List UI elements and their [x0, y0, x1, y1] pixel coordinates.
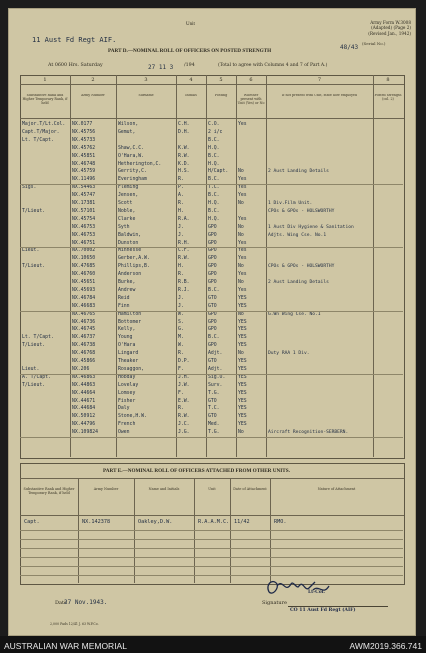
- row-note: G.Wn Wing Cse. No.1: [268, 311, 321, 317]
- row-posting: T.G.: [208, 430, 220, 436]
- column-header: If not present with Unit, state how employed: [281, 94, 357, 97]
- row-initials: K.D.: [178, 161, 190, 167]
- row-initials: P.: [178, 185, 184, 191]
- row-initials: C.H.: [178, 122, 190, 127]
- row-posting: T.C.: [208, 185, 220, 191]
- row-posting: B.C.: [208, 177, 220, 183]
- column-header: Substantive Rank and Higher Temporary Rank, if held: [22, 94, 68, 105]
- row-rank: T/Lieut.: [22, 208, 46, 214]
- row-present: No: [238, 201, 244, 206]
- part-e-title: PART E.—NOMINAL ROLL OF OFFICERS ATTACHED FROM OTHER UNITS.: [103, 468, 290, 474]
- row-posting: GPO: [208, 343, 217, 349]
- row-posting: H/Capt.: [208, 169, 229, 175]
- row-posting: B.C.: [208, 335, 220, 341]
- row-num: NX.45733: [72, 137, 96, 143]
- row-posting: Adjt.: [208, 366, 223, 372]
- row-posting: H.Q.: [208, 201, 220, 206]
- row-present: Yes: [238, 256, 247, 262]
- row-surname: Baldwin,: [118, 232, 142, 238]
- row-initials: R.W.: [178, 256, 190, 262]
- row-posting: B.C.: [208, 137, 220, 143]
- column-rule: [266, 75, 267, 457]
- row-num: NX.46784: [72, 295, 96, 301]
- row-num: NX.45693: [72, 287, 96, 293]
- part-e-row-unit: R.A.A.M.C.: [198, 519, 230, 525]
- row-surname: Rosaggon,: [118, 366, 144, 372]
- row-present: YES: [238, 303, 247, 309]
- part-e-column-header: Substantive Rank and Higher Temporary Rank, if held: [23, 487, 75, 495]
- row-present: YES: [238, 295, 247, 301]
- part-e-row-num: NX.142378: [82, 519, 111, 525]
- row-rank: T/Lieut.: [22, 264, 46, 270]
- row-posting: GPO: [208, 240, 217, 246]
- row-present: No: [238, 351, 244, 357]
- total-note: (Total to agree with Columns 4 and 7 of Part A.): [218, 63, 328, 68]
- row-note: 1 Aust Div Hygiene & Sanitation: [268, 224, 354, 230]
- row-surname: Hobday: [118, 374, 136, 380]
- row-rank: Lieut.: [22, 366, 40, 372]
- row-initials: A.: [178, 193, 184, 199]
- row-present: No: [238, 169, 244, 175]
- row-posting: GPO: [208, 232, 217, 238]
- row-surname: Fisher: [118, 398, 136, 404]
- row-posting: 2 i/c: [208, 129, 223, 135]
- row-num: NX.206: [72, 366, 90, 372]
- row-num: NX.46751: [72, 240, 96, 246]
- row-initials: W.: [178, 343, 184, 349]
- row-posting: GPO: [208, 311, 217, 317]
- row-present: No: [238, 232, 244, 238]
- row-initials: J.H.: [178, 374, 190, 380]
- part-e-blank-line: [20, 566, 403, 567]
- print-note: 2,000 Pads 12/41 J. 63 W.P.Co.: [50, 622, 99, 626]
- row-num: NX.44863: [72, 382, 96, 388]
- row-initials: F.: [178, 390, 184, 396]
- row-initials: H.: [178, 264, 184, 270]
- part-e-column-header: Unit: [208, 487, 216, 491]
- row-num: NX.45759: [72, 169, 96, 175]
- row-present: No: [238, 280, 244, 285]
- row-posting: B.C.: [208, 193, 220, 199]
- row-initials: R.: [178, 406, 184, 412]
- row-note: 2 Aust Landing Details: [268, 280, 329, 285]
- row-initials: R.J.: [178, 287, 190, 293]
- row-num: NX.46683: [72, 303, 96, 309]
- row-initials: D.P.: [178, 359, 190, 364]
- row-num: NX.46736: [72, 319, 96, 325]
- row-initials: H.: [178, 208, 184, 214]
- row-rank: Major.T/Lt.Col.: [22, 122, 66, 127]
- row-surname: Lovelay: [118, 382, 139, 388]
- row-initials: G.: [178, 327, 184, 333]
- row-initials: M.: [178, 335, 184, 341]
- row-surname: Burke,: [118, 280, 136, 285]
- row-posting: T.C.: [208, 406, 220, 412]
- row-surname: Hetherington,C.: [118, 161, 162, 167]
- row-posting: GTO: [208, 295, 217, 301]
- signature-line: [288, 606, 388, 607]
- row-surname: Finn: [118, 303, 130, 309]
- row-initials: F.: [178, 366, 184, 372]
- at-label: At 0600 Hrs. Saturday: [48, 63, 103, 68]
- row-present: YES: [238, 390, 247, 396]
- column-number: 1: [43, 77, 47, 83]
- row-num: NX.45747: [72, 193, 96, 199]
- row-present: Yes: [238, 122, 247, 127]
- row-posting: H.Q.: [208, 216, 220, 222]
- row-surname: Gerrity,C.: [118, 169, 147, 175]
- at-date: 27 11 3: [148, 64, 174, 71]
- row-note: Adjts. Wing Cse. No.1: [268, 232, 327, 238]
- row-group-rule: [20, 247, 403, 248]
- row-num: NX.0177: [72, 122, 93, 127]
- part-e-column-header: Date of Attachment: [233, 487, 267, 491]
- row-num: NX.47685: [72, 264, 96, 270]
- row-num: NX.46753: [72, 224, 96, 230]
- row-surname: O'Hara,W.: [118, 153, 144, 159]
- row-present: YES: [238, 319, 247, 325]
- part-e-column-header: Nature of Attachment: [317, 487, 356, 491]
- row-num: NX.50912: [72, 414, 96, 420]
- row-rank: T/Lieut.: [22, 343, 46, 349]
- row-posting: B.C.: [208, 287, 220, 293]
- col-number-rule: [20, 84, 404, 85]
- row-num: NX.46768: [72, 351, 96, 357]
- row-posting: GTO: [208, 303, 217, 309]
- row-surname: Lingard: [118, 351, 139, 357]
- column-number: 5: [219, 77, 223, 83]
- row-num: NX.46753: [72, 232, 96, 238]
- column-number: 6: [249, 77, 253, 83]
- row-posting: Sig.O.: [208, 374, 226, 380]
- stamp-unit: CO 11 Aust Fd Regt (AIF): [290, 608, 356, 613]
- row-num: NX.109824: [72, 430, 98, 436]
- row-surname: Everingham: [118, 177, 147, 183]
- row-posting: C.O.: [208, 122, 220, 127]
- row-initials: K.W.: [178, 145, 190, 151]
- row-rank: A. T/Capt.: [22, 374, 51, 380]
- part-e-blank-line: [20, 575, 403, 576]
- row-rank: Capt.T/Major.: [22, 129, 60, 135]
- date-value: 27 Nov.1943.: [64, 599, 108, 606]
- row-surname: French: [118, 422, 136, 428]
- row-surname: Stone,H.W.: [118, 414, 147, 420]
- row-surname: Theaker: [118, 359, 139, 364]
- row-initials: E.W.: [178, 398, 190, 404]
- row-num: NX.45756: [72, 129, 96, 135]
- row-rank: T/Lieut.: [22, 382, 46, 388]
- row-posting: GPO: [208, 272, 217, 278]
- row-surname: Andrew: [118, 287, 136, 293]
- form-page: [8, 8, 416, 636]
- column-rule: [206, 75, 207, 457]
- row-present: Yes: [238, 240, 247, 246]
- row-surname: Phillips,B.: [118, 264, 150, 270]
- row-present: YES: [238, 398, 247, 404]
- row-note: CPOs & GPOs - HOLSWORTHY: [268, 208, 335, 214]
- row-posting: GPO: [208, 319, 217, 325]
- archive-id: AWM2019.366.741: [349, 641, 422, 651]
- row-initials: S.: [178, 319, 184, 325]
- row-present: Yes: [238, 272, 247, 278]
- row-present: YES: [238, 366, 247, 372]
- part-e-row-rank: Capt.: [24, 519, 40, 525]
- row-present: YES: [238, 335, 247, 341]
- row-group-rule: [20, 437, 403, 438]
- row-present: No: [238, 430, 244, 436]
- row-posting: H.Q.: [208, 145, 220, 151]
- row-posting: GTO: [208, 414, 217, 420]
- row-rank: Sigs.: [22, 185, 37, 191]
- row-present: YES: [238, 327, 247, 333]
- part-e-column-header: Army Number: [93, 487, 119, 491]
- row-posting: GPO: [208, 264, 217, 270]
- column-header: Surname: [138, 94, 154, 97]
- row-posting: Surv.: [208, 382, 223, 388]
- row-present: YES: [238, 422, 247, 428]
- row-surname: Syth: [118, 224, 130, 230]
- row-num: NX.45851: [72, 153, 96, 159]
- row-surname: Noble,: [118, 208, 136, 214]
- part-e-blank-line: [20, 548, 403, 549]
- row-present: No: [238, 311, 244, 317]
- row-num: NX.46745: [72, 327, 96, 333]
- row-initials: W.: [178, 311, 184, 317]
- row-posting: B.C.: [208, 153, 220, 159]
- row-present: Yes: [238, 248, 247, 254]
- row-posting: GPO: [208, 224, 217, 230]
- serial-label: (Serial No.): [362, 41, 386, 46]
- row-initials: R.: [178, 272, 184, 278]
- row-surname: Scott: [118, 201, 133, 206]
- row-present: Yes: [238, 193, 247, 199]
- row-posting: GPO: [208, 248, 217, 254]
- row-present: YES: [238, 382, 247, 388]
- row-num: NX.46863: [72, 374, 96, 380]
- column-rule: [176, 75, 177, 457]
- handwritten-signature: [263, 574, 343, 602]
- row-num: NX.44684: [72, 406, 96, 412]
- row-num: NX.70002: [72, 248, 96, 254]
- row-initials: R.: [178, 177, 184, 183]
- row-surname: Reid: [118, 295, 130, 301]
- row-surname: Fleming: [118, 185, 139, 191]
- row-num: NX.45754: [72, 216, 96, 222]
- row-present: Yes: [238, 287, 247, 293]
- row-num: NX.54463: [72, 185, 96, 191]
- row-surname: Young: [118, 335, 133, 341]
- row-note: 1 Div.Film Unit.: [268, 201, 313, 206]
- row-surname: Gerber,A.W.: [118, 256, 150, 262]
- row-num: NX.45866: [72, 359, 96, 364]
- row-surname: Daly: [118, 406, 130, 412]
- row-group-rule: [20, 311, 403, 312]
- row-posting: Adjt.: [208, 351, 223, 357]
- form-number-block: [333, 20, 411, 36]
- row-present: YES: [238, 359, 247, 364]
- row-surname: Bottomer: [118, 319, 142, 325]
- part-d-title: PART D.—NOMINAL ROLL OF OFFICERS ON POSTED STRENGTH: [108, 48, 272, 54]
- row-note: 2 Aust Landing Details: [268, 169, 329, 175]
- stamp-title: Lt-Col.: [308, 590, 325, 595]
- row-surname: O'Hara: [118, 343, 136, 349]
- row-initials: R.: [178, 351, 184, 357]
- row-note: CPOs & GPOs - HOLSWORTHY: [268, 264, 335, 270]
- year-label: /194: [184, 63, 195, 68]
- column-rule: [116, 75, 117, 457]
- row-initials: J.C.: [178, 422, 190, 428]
- row-num: NX.46760: [72, 272, 96, 278]
- column-number: 2: [91, 77, 95, 83]
- row-note: Aircraft Recognition-SERBERN.: [268, 430, 349, 436]
- row-present: YES: [238, 406, 247, 412]
- column-rule: [373, 75, 374, 457]
- row-posting: GTO: [208, 398, 217, 404]
- row-posting: H.Q.: [208, 161, 220, 167]
- row-initials: R.A.: [178, 216, 190, 222]
- part-e-blank-line: [20, 539, 403, 540]
- row-initials: J.G.: [178, 430, 190, 436]
- serial-value: 48/43: [340, 44, 359, 51]
- row-initials: R.: [178, 201, 184, 206]
- row-surname: Anderson: [118, 272, 142, 278]
- part-e-row-name: Oakley,D.W.: [138, 519, 173, 525]
- row-num: NX.46738: [72, 343, 96, 349]
- row-num: NX.10650: [72, 256, 96, 262]
- row-posting: GPO: [208, 280, 217, 285]
- row-surname: Owen: [118, 430, 130, 436]
- row-initials: J.W.: [178, 382, 190, 388]
- column-header: Whether present with Unit (Yes) or No: [237, 94, 265, 105]
- row-num: NX.44671: [72, 398, 96, 404]
- row-posting: Med.: [208, 422, 220, 428]
- row-surname: Gemut,: [118, 129, 136, 135]
- column-number: 4: [189, 77, 193, 83]
- row-note: Duty RAA 1 Div.: [268, 351, 310, 357]
- header-rule: [20, 118, 404, 119]
- row-initials: H.S.: [178, 169, 190, 175]
- row-present: YES: [238, 414, 247, 420]
- row-surname: Lomsey: [118, 390, 136, 396]
- column-number: 7: [317, 77, 322, 83]
- row-present: No: [238, 264, 244, 270]
- row-rank: Lt. T/Capt.: [22, 137, 54, 143]
- archive-name: AUSTRALIAN WAR MEMORIAL: [4, 641, 127, 651]
- row-initials: R.W.: [178, 153, 190, 159]
- row-initials: J.: [178, 224, 184, 230]
- column-header: Posted Strength (col. 2): [374, 94, 402, 101]
- row-num: NX.44796: [72, 422, 96, 428]
- row-initials: D.H.: [178, 129, 190, 135]
- part-e-column-header: Name and Initials: [148, 487, 180, 491]
- row-surname: Kelly,: [118, 327, 136, 333]
- row-present: YES: [238, 374, 247, 380]
- row-initials: R.H.: [178, 240, 190, 246]
- row-present: No: [238, 224, 244, 230]
- unit-label: Unit: [186, 22, 195, 27]
- row-num: NX.44664: [72, 390, 96, 396]
- row-num: NX.17381: [72, 201, 96, 206]
- row-num: NX.46737: [72, 335, 96, 341]
- row-present: Yes: [238, 216, 247, 222]
- part-e-blank-line: [20, 557, 403, 558]
- row-initials: R.B.: [178, 280, 190, 285]
- row-surname: Clarke: [118, 216, 136, 222]
- row-initials: J.: [178, 232, 184, 238]
- row-posting: GPO: [208, 327, 217, 333]
- date-label: Date: [55, 600, 67, 606]
- column-header: Posting: [214, 94, 228, 97]
- row-rank: Lieut.: [22, 248, 40, 254]
- row-num: NX.45762: [72, 145, 96, 151]
- unit-caption: [20, 22, 21, 27]
- column-rule: [70, 75, 71, 457]
- form-revised: (Revised Jan., 1942): [368, 30, 411, 36]
- row-num: NX.11496: [72, 177, 96, 183]
- signature-label: Signature: [262, 600, 288, 606]
- row-posting: GPO: [208, 256, 217, 262]
- column-number: 8: [386, 77, 390, 83]
- column-rule: [236, 75, 237, 457]
- unit-value: 11 Aust Fd Regt AIF.: [32, 36, 117, 44]
- row-initials: J.: [178, 303, 184, 309]
- form-number: Army Form W.3008: [370, 20, 411, 25]
- archive-footer: [0, 636, 426, 653]
- row-group-rule: [20, 184, 403, 185]
- row-initials: R.W.: [178, 414, 190, 420]
- row-surname: Wilson,: [118, 122, 139, 127]
- row-group-rule: [20, 374, 403, 375]
- column-header: Initials: [185, 94, 197, 97]
- row-surname: Dunston: [118, 240, 139, 246]
- row-num: NX.46748: [72, 161, 96, 167]
- column-header: Army Number: [81, 94, 105, 97]
- part-e-blank-line: [20, 530, 403, 531]
- column-number: 3: [144, 77, 148, 83]
- row-posting: T.G.: [208, 390, 220, 396]
- form-adapted: (Adapted) (Page 2): [371, 25, 411, 31]
- row-surname: Hamilton: [118, 311, 142, 317]
- row-posting: GTO: [208, 359, 217, 364]
- part-e-row-nature: RMO.: [274, 519, 287, 525]
- row-present: YES: [238, 343, 247, 349]
- row-surname: Minnesse: [118, 248, 142, 254]
- row-surname: Shaw,C.C.: [118, 145, 144, 151]
- row-num: NX.57101: [72, 208, 96, 214]
- row-initials: J.: [178, 295, 184, 301]
- row-present: Yes: [238, 185, 247, 191]
- row-surname: Jensen,: [118, 193, 139, 199]
- row-rank: Lt. T/Capt.: [22, 335, 54, 341]
- row-present: Yes: [238, 177, 247, 183]
- row-num: NX.45651: [72, 280, 96, 285]
- row-num: NX.46765: [72, 311, 96, 317]
- row-posting: B.C.: [208, 208, 220, 214]
- row-initials: C.F.: [178, 248, 190, 254]
- part-e-row-date: 11/42: [234, 519, 250, 525]
